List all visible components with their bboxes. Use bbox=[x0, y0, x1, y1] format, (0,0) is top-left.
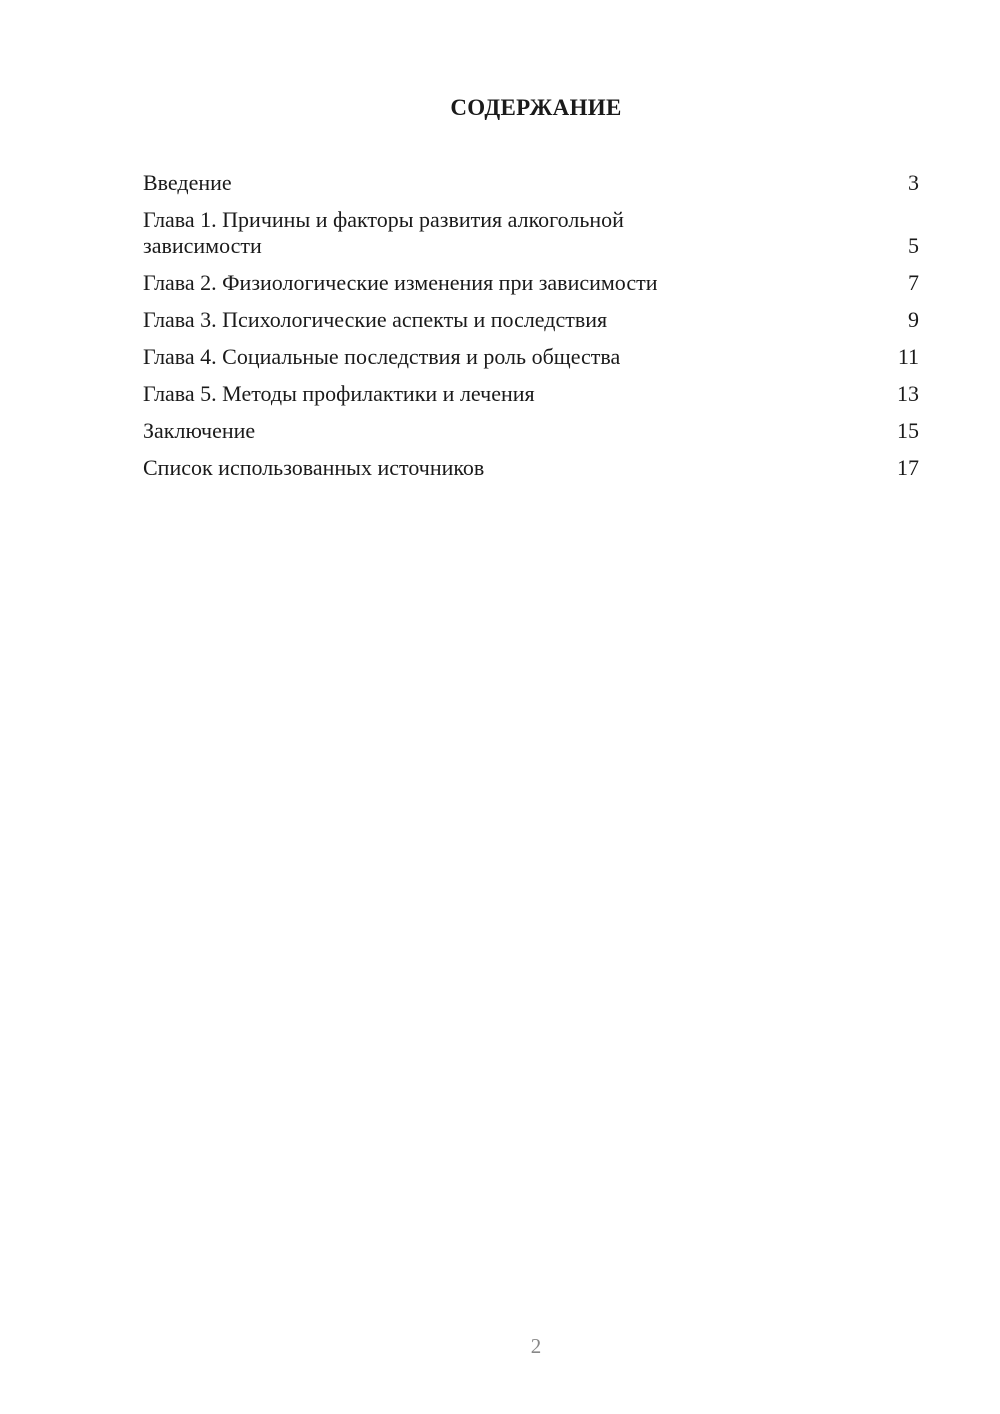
toc-title: СОДЕРЖАНИЕ bbox=[450, 95, 622, 120]
toc-entry-chapter-4[interactable] bbox=[143, 344, 919, 370]
toc-entry-label: Глава 3. Психологические аспекты и последствия bbox=[143, 307, 608, 332]
toc-entry-page: 11 bbox=[897, 344, 919, 369]
toc-entry-label: Введение bbox=[143, 170, 232, 195]
toc-entry-page: 17 bbox=[897, 455, 919, 480]
toc-entry-label: Глава 4. Социальные последствия и роль общества bbox=[143, 344, 621, 369]
toc-entry-page: 13 bbox=[897, 381, 919, 406]
toc-entry-label: Заключение bbox=[143, 418, 256, 443]
toc-entry-introduction[interactable] bbox=[143, 170, 919, 196]
toc-entry-page: 3 bbox=[908, 170, 919, 195]
toc-entry-page: 7 bbox=[908, 270, 919, 295]
toc-entry-page: 15 bbox=[897, 418, 919, 443]
toc-entry-chapter-2[interactable] bbox=[143, 270, 919, 296]
toc-entry-chapter-3[interactable] bbox=[143, 307, 919, 333]
toc-entry-chapter-5[interactable] bbox=[143, 381, 919, 407]
toc-entry-references[interactable] bbox=[143, 455, 919, 481]
page-number: 2 bbox=[530, 1334, 542, 1358]
table-of-contents bbox=[143, 170, 919, 492]
toc-entry-page: 9 bbox=[908, 307, 919, 332]
toc-entry-chapter-1[interactable] bbox=[143, 207, 919, 259]
toc-entry-label: Список использованных источников bbox=[143, 455, 485, 480]
toc-entry-label: Глава 2. Физиологические изменения при зависимости bbox=[143, 270, 658, 295]
toc-entry-label: Глава 5. Методы профилактики и лечения bbox=[143, 381, 535, 406]
toc-entry-page: 5 bbox=[908, 233, 919, 258]
toc-entry-label: Глава 1. Причины и факторы развития алкогольной зависимости bbox=[143, 207, 624, 258]
toc-entry-conclusion[interactable] bbox=[143, 418, 919, 444]
